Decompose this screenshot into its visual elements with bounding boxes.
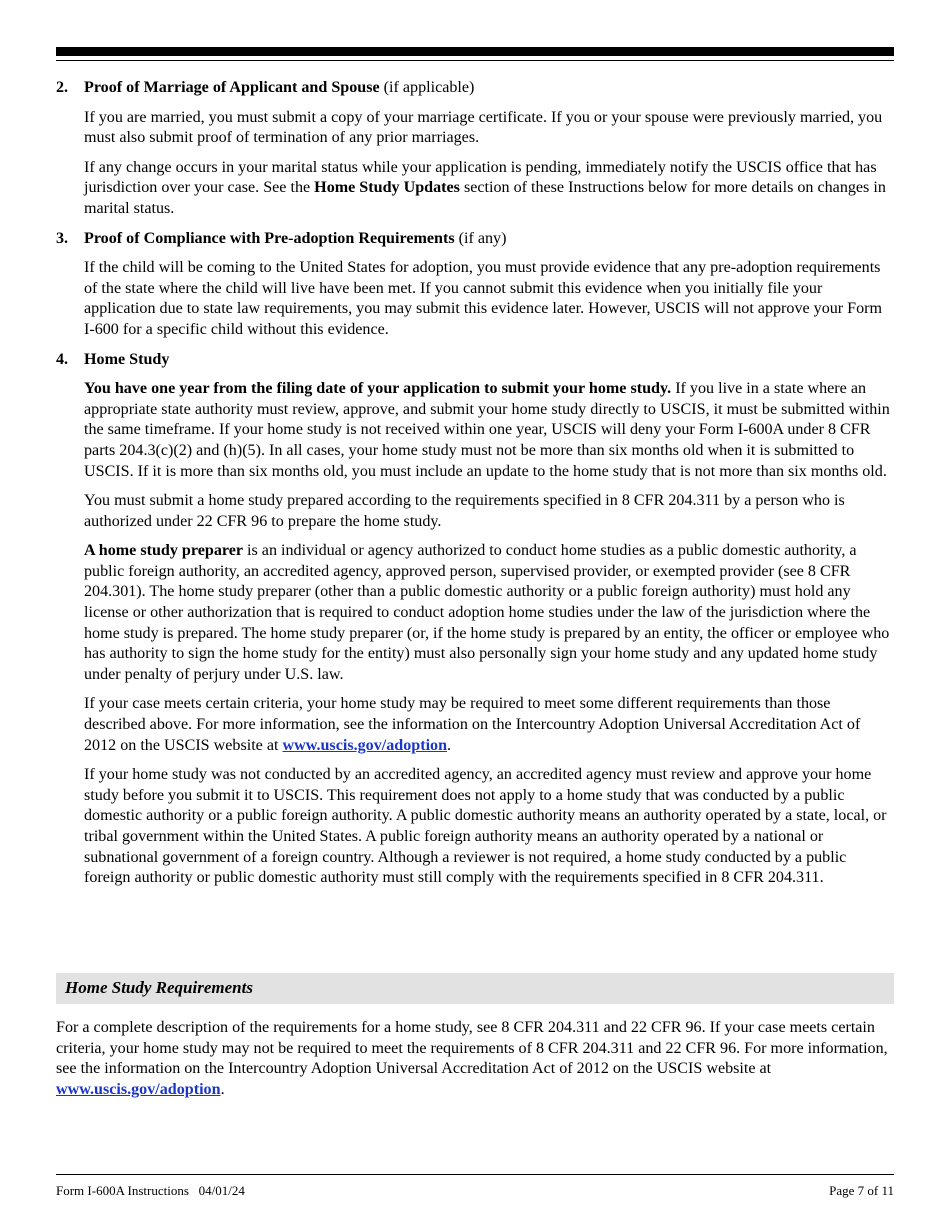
item-number: 4.: [56, 350, 69, 368]
footer-page-label: Page 7 of 11: [829, 1183, 894, 1198]
text-run: section of these Instructions below for more details on changes in marital status.: [84, 179, 886, 217]
instructions-content: [56, 78, 894, 898]
header-thin-rule: [56, 60, 894, 61]
paragraph: If your home study was not conducted by an accredited agency, an accredited agency must review and approve your home study before you submit it to USCIS. This requirement does not apply to a home study that was conducted by a public domestic authority or a public foreign authority. A public domestic authority means an authority operated by a state, local, or tribal government within the United States. A public foreign authority means an authority operated by a national or subnational government of a foreign country. Although a reviewer is not required, a home study conducted by a public foreign authority or public domestic authority must still comply with the requirements specified in 8 CFR 204.311.: [84, 766, 887, 887]
item-title: Home Study: [84, 350, 170, 368]
paragraph: If the child will be coming to the United States for adoption, you must provide evidence that any pre-adoption requirements of the state where the child will live have been met. If you cannot submit this evidence when you initially file your application due to state law requirements, you may submit this evidence later. However, USCIS will not approve your Form I-600 for a specific child without this evidence.: [84, 259, 883, 338]
text-run: If you live in a state where an appropriate state authority must review, approve, and submit your home study directly to USCIS, it must be submitted within the same timeframe. If your home study is not received within one year, USCIS will deny your Form I-600A under 8 CFR parts 204.3(c)(2) and (h)(5). In all cases, your home study must not be more than six months old when it is submitted to USCIS. If it is more than six months old, you must include an update to the home study that is not more than six months old.: [84, 380, 890, 480]
uscis-adoption-link[interactable]: www.uscis.gov/adoption: [56, 1080, 221, 1098]
item-proof-of-marriage: [56, 78, 894, 220]
paragraph: You must submit a home study prepared according to the requirements specified in 8 CFR 204.311 by a person who is authorized under 22 CFR 96 to prepare the home study.: [84, 492, 845, 530]
paragraph: [84, 379, 894, 482]
uscis-adoption-link[interactable]: www.uscis.gov/adoption: [282, 736, 448, 754]
paragraph: [84, 158, 894, 220]
item-heading: [84, 350, 894, 371]
text-run: is an individual or agency authorized to conduct home studies as a public domestic authority, a public foreign authority, an accredited agency, approved person, supervised provider, or exempted provider (see 8 CFR 204.301). The home study preparer (other than a public domestic authority or a public foreign authority) must hold any license or other authorization that is required to conduct adoption home studies under the law of the jurisdiction where the home study is prepared. The home study preparer (or, if the home study is prepared by an entity, the officer or employee who has authority to sign the home study for the entity) must also personally sign your home study and any updated home study under penalty of perjury under U.S. law.: [84, 542, 890, 683]
text-run: .: [220, 1080, 225, 1098]
text-run: For a complete description of the requirements for a home study, see 8 CFR 204.311 and 22 CFR 96. If your case meets certain criteria, your home study may not be required to meet the requirements of 8 CFR 204.311 and 22 CFR 96. For more information, see the information on the Intercountry Adoption Universal Accreditation Act of 2012 on the USCIS website at: [56, 1019, 888, 1078]
section-title: Home Study Requirements: [65, 978, 253, 997]
text-run: .: [447, 736, 452, 754]
text-run: If any change occurs in your marital status while your application is pending, immediately notify the USCIS office that has jurisdiction over your case. See the: [84, 158, 877, 197]
item-heading: [84, 78, 894, 99]
item-title: Proof of Compliance with Pre-adoption Requirements: [84, 229, 455, 247]
item-title: Proof of Marriage of Applicant and Spouse: [84, 79, 380, 96]
bold-lead: A home study preparer: [84, 542, 244, 560]
footer-rule: [56, 1174, 894, 1175]
paragraph: If you are married, you must submit a copy of your marriage certificate. If you or your spouse were previously married, you must also submit proof of termination of any prior marriages.: [84, 108, 883, 147]
footer-form-label: Form I-600A Instructions 04/01/24: [56, 1183, 245, 1198]
item-qualifier: (if any): [454, 229, 507, 247]
item-home-study: [56, 350, 894, 889]
section-header-home-study-requirements: [56, 973, 894, 1004]
item-heading: [84, 229, 894, 250]
bold-reference: Home Study Updates: [314, 179, 460, 197]
paragraph: [84, 694, 894, 756]
text-run: If your case meets certain criteria, your home study may be required to meet some different requirements than those described above. For more information, see the information on the Intercountry Adoption Universal Accreditation Act of 2012 on the USCIS website at: [84, 695, 861, 754]
item-qualifier: (if applicable): [379, 79, 475, 96]
section-body: [56, 1018, 894, 1100]
paragraph: [84, 541, 894, 685]
header-thick-rule: [56, 47, 894, 56]
bold-lead: You have one year from the filing date of your application to submit your home study.: [84, 380, 672, 398]
item-number: 2.: [56, 79, 69, 96]
item-number: 3.: [56, 229, 69, 247]
item-pre-adoption-compliance: [56, 229, 894, 341]
